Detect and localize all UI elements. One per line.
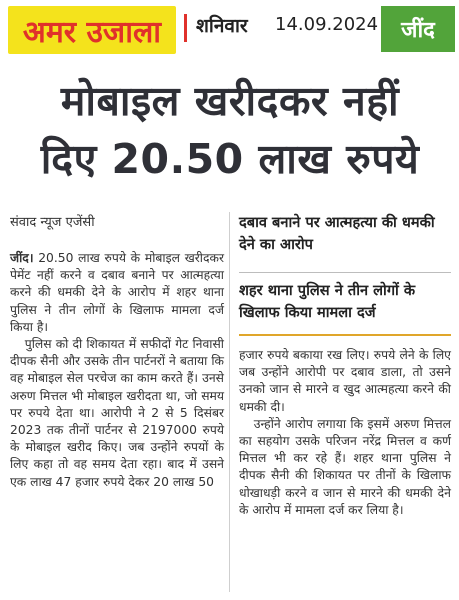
article-column-left xyxy=(10,250,224,491)
subheadline-second: शहर थाना पुलिस ने तीन लोगों के खिलाफ किया मामला दर्ज xyxy=(239,282,416,321)
subheadline-first: दबाव बनाने पर आत्महत्या की धमकी देने का आरोप xyxy=(239,214,435,253)
paragraph-complaint: पुलिस को दी शिकायत में सफीदों गेट निवासी दीपक सैनी और उसके तीन पार्टनरों ने बताया कि वह मोबाइल सेल परचेज का काम करते हैं। उनसे अरुण मित्तल भी मोबाइल खरीदता था, जो समय पर रुपये देता था। आरोपी ने 2 से 5 दिसंबर 2023 तक तीनों पार्टनर से 2197000 रुपये के मोबाइल खरीद किए। जब उन्होंने रुपयों के लिए कहा तो वह समय देता रहा। बाद में उसने एक लाख 47 हजार रुपये देकर 20 लाख 50 xyxy=(10,337,224,489)
issue-day: शनिवार xyxy=(196,15,248,37)
article-column-right xyxy=(239,347,451,519)
issue-date: 14.09.2024 xyxy=(275,14,379,35)
subhead-separator xyxy=(239,272,451,273)
subhead-rule xyxy=(239,334,451,336)
paragraph-allegation: उन्होंने आरोप लगाया कि इसमें अरुण मित्तल का सहयोग उसके परिजन नरेंद्र मित्तल व कर्ण मित्तल भी कर रहे हैं। शहर थाना पुलिस ने दीपक सैनी की शिकायत पर तीनों के खिलाफ धोखाधड़ी करने व जान से मारने की धमकी देने के आरोप में मामला दर्ज कर लिया है। xyxy=(239,416,451,517)
paragraph-continuation: हजार रुपये बकाया रख लिए। रुपये लेने के लिए जब उन्होंने आरोपी पर दबाव डाला, तो उसने उनको जान से मारने व खुद आत्महत्या करने की धमकी दी। xyxy=(239,348,451,414)
article-headline xyxy=(10,72,450,188)
paragraph-lead xyxy=(10,250,224,336)
masthead-divider xyxy=(184,14,187,42)
city-edition-badge: जींद xyxy=(381,6,455,52)
paragraph-lead-text: 20.50 लाख रुपये के मोबाइल खरीदकर पेमेंट नहीं करने व दबाव बनाने पर आत्महत्या करने की धमकी देने के आरोप में शहर थाना पुलिस ने तीन लोगों के खिलाफ मामला दर्ज किया है। xyxy=(10,251,224,334)
column-divider xyxy=(229,212,230,592)
headline-line-1: मोबाइल खरीदकर नहीं xyxy=(60,77,400,125)
masthead xyxy=(0,0,459,62)
byline: संवाद न्यूज एजेंसी xyxy=(10,215,95,230)
headline-line-2: दिए 20.50 लाख रुपये xyxy=(40,135,420,183)
dateline: जींद। xyxy=(10,251,34,265)
newspaper-logo: अमर उजाला xyxy=(8,6,176,54)
